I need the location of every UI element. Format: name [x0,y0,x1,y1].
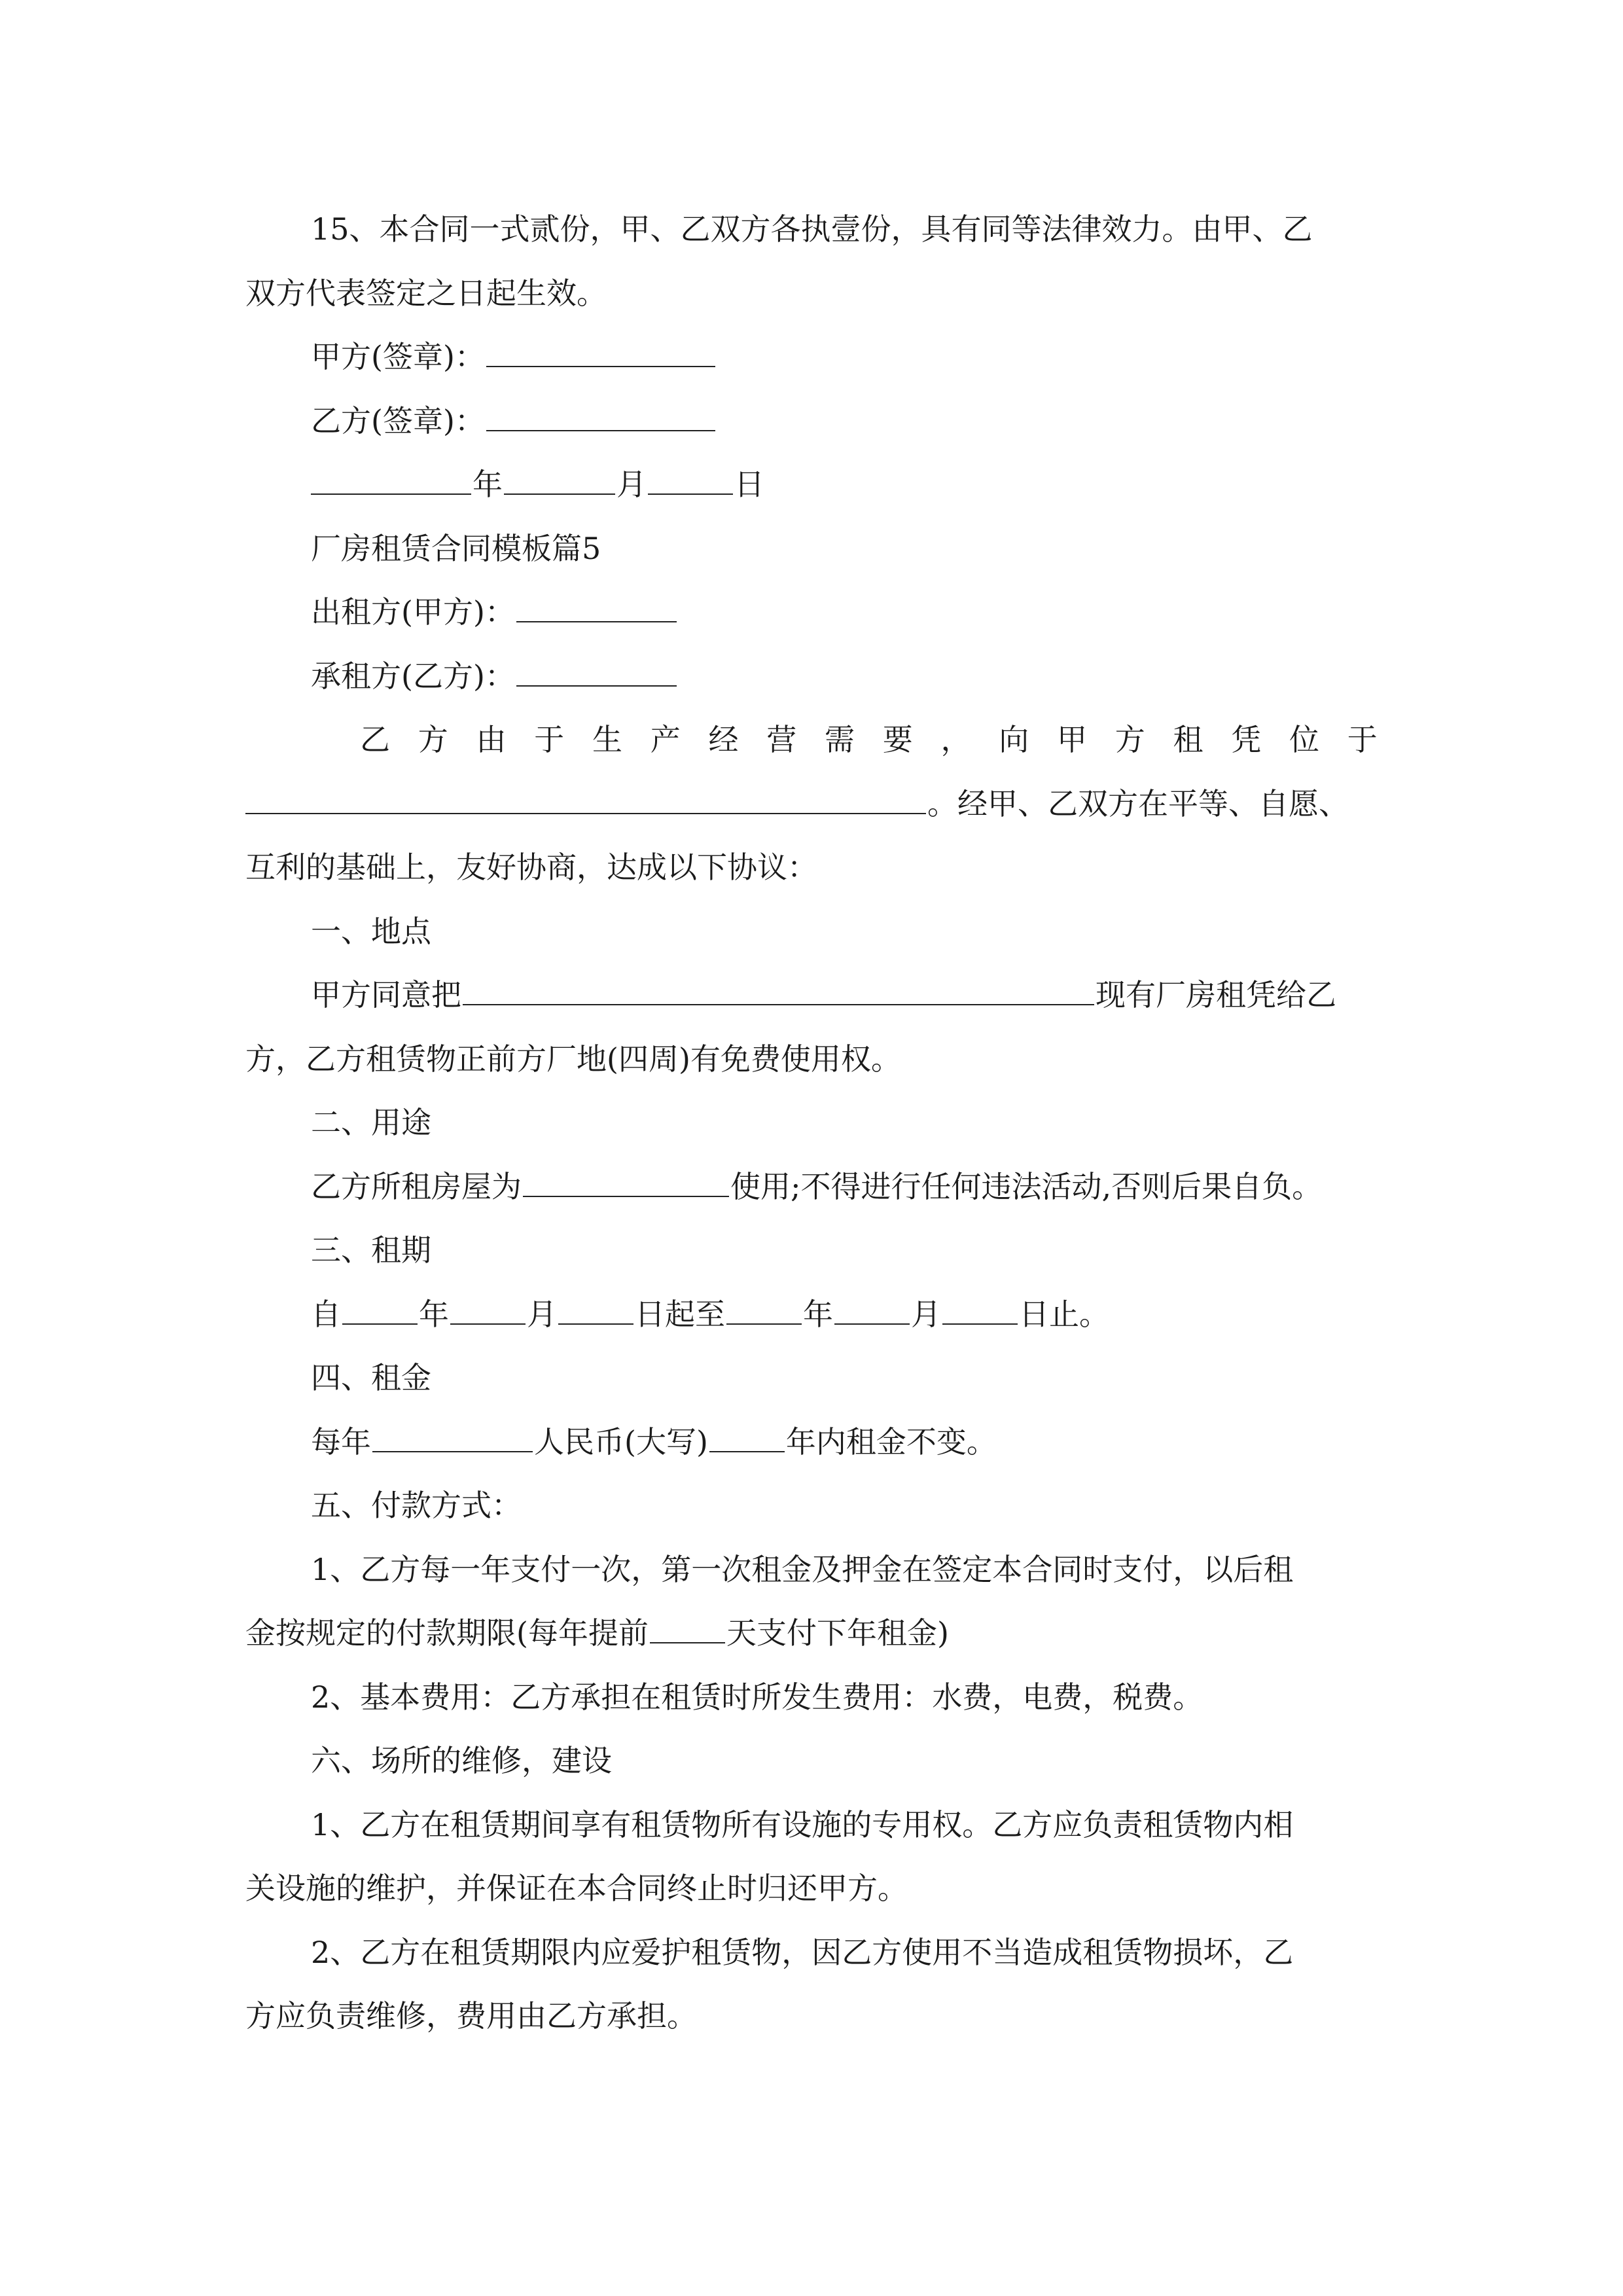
term-from-text: 自 [311,1297,341,1332]
intro-char: 产 [650,722,681,757]
location-blank [245,787,926,814]
section-1-line-1 [311,975,1336,1014]
signature-party-a-blank [486,340,715,367]
intro-char: 经 [708,722,739,757]
intro-char: 由 [476,722,507,757]
signature-party-b-blank [486,404,715,431]
intro-line-2-text: 。经甲、乙双方在平等、自愿、 [927,786,1349,821]
intro-char: 营 [766,722,797,757]
section-1-tail-text: 现有厂房租凭给乙 [1096,977,1336,1013]
term-year-text: 年 [419,1297,449,1332]
section-5-heading: 五、付款方式： [311,1488,522,1523]
section-2-tail-text: 使用;不得进行任何违法活动,否则后果自负。 [730,1169,1323,1204]
end-month-blank [834,1297,910,1325]
section-5-item-1-line-2 [245,1613,949,1653]
month-blank [504,467,615,495]
section-5-item-1-line-1: 1、乙方每一年支付一次，第一次租金及押金在签定本合同时支付，以后租 [311,1552,1294,1587]
date-month-label: 月 [616,467,647,502]
section-4-line-1 [311,1422,997,1462]
term-end-text: 日止。 [1019,1297,1109,1332]
section-4-heading: 四、租金 [311,1360,431,1395]
payment-head-text: 金按规定的付款期限(每年提前 [245,1615,649,1651]
section-1-line-2: 方，乙方租赁物正前方厂地(四周)有免费使用权。 [245,1041,901,1077]
term-year2-text: 年 [803,1297,833,1332]
premises-blank [463,978,1094,1005]
intro-char: 方 [418,722,448,757]
signature-party-a-label: 甲方(签章)： [311,339,485,374]
days-ahead-blank [650,1616,725,1643]
intro-line-1 [360,720,1378,759]
start-day-blank [558,1297,633,1325]
rent-tail-text: 年内租金不变。 [785,1424,997,1460]
intro-char: 要 [882,722,913,757]
signature-party-a [311,337,717,376]
intro-char: 向 [999,722,1029,757]
section-3-heading: 三、租期 [311,1232,431,1268]
section-6-item-1-line-2: 关设施的维护，并保证在本合同终止时归还甲方。 [245,1871,908,1906]
date-year-label: 年 [473,467,503,502]
contract-title: 厂房租赁合同模板篇5 [311,531,601,566]
lessor-line [311,592,678,632]
section-6-item-2-line-1: 2、乙方在租赁期限内应爱护租赁物，因乙方使用不当造成租赁物损坏，乙 [311,1935,1294,1970]
section-6-item-1-line-1: 1、乙方在租赁期间享有租赁物所有设施的专用权。乙方应负责租赁物内相 [311,1807,1294,1842]
lessee-label: 承租方(乙方)： [311,658,515,694]
section-5-item-2: 2、基本费用：乙方承担在租赁时所发生费用：水费，电费，税费。 [311,1679,1204,1715]
start-month-blank [450,1297,526,1325]
section-2-heading: 二、用途 [311,1105,431,1140]
term-day-to-text: 日起至 [635,1297,725,1332]
intro-char: 甲 [1057,722,1087,757]
intro-char: 位 [1289,722,1319,757]
intro-char: 乙 [360,722,390,757]
rent-years-blank [709,1425,785,1452]
intro-char: 生 [592,722,622,757]
intro-char: 于 [534,722,565,757]
intro-char: 于 [1347,722,1378,757]
end-year-blank [726,1297,802,1325]
intro-char: 需 [825,722,855,757]
usage-blank [523,1170,729,1197]
intro-line-2 [245,784,1349,823]
section-6-item-2-line-2: 方应负责维修，费用由乙方承担。 [245,1998,697,2034]
section-6-heading: 六、场所的维修，建设 [311,1743,612,1778]
date-line [311,465,764,504]
intro-line-3: 互利的基础上，友好协商，达成以下协议： [245,850,817,885]
payment-tail-text: 天支付下年租金) [726,1615,949,1651]
clause-15-line-1: 15、本合同一式贰份，甲、乙双方各执壹份，具有同等法律效力。由甲、乙 [311,211,1313,247]
year-blank [311,467,471,495]
lessor-blank [516,595,677,622]
signature-party-b [311,401,717,440]
section-1-heading: 一、地点 [311,914,431,949]
section-2-line-1 [311,1167,1322,1206]
lessee-blank [516,659,677,687]
intro-char: ， [940,722,971,757]
rent-head-text: 每年 [311,1424,371,1460]
section-2-head-text: 乙方所租房屋为 [311,1169,522,1204]
end-day-blank [942,1297,1018,1325]
term-month-text: 月 [527,1297,557,1332]
intro-char: 租 [1173,722,1204,757]
rent-amount-blank [372,1425,533,1452]
clause-15-line-2: 双方代表签定之日起生效。 [245,276,607,311]
lessee-line [311,656,678,696]
start-year-blank [342,1297,418,1325]
intro-char: 凭 [1231,722,1262,757]
section-1-head-text: 甲方同意把 [311,977,461,1013]
intro-char: 方 [1115,722,1145,757]
date-day-label: 日 [734,467,764,502]
lessor-label: 出租方(甲方)： [311,594,515,630]
term-month2-text: 月 [911,1297,941,1332]
signature-party-b-label: 乙方(签章)： [311,403,485,439]
rent-mid-text: 人民币(大写) [534,1424,708,1460]
day-blank [648,467,733,495]
section-3-line-1 [311,1295,1109,1334]
